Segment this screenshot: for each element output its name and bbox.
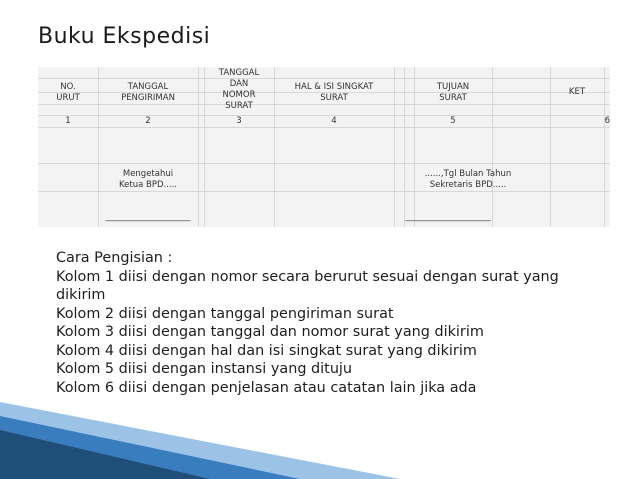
header-tujuan-line1: TUJUAN [436, 82, 470, 92]
page-title: Buku Ekspedisi [38, 24, 211, 49]
header-ket: KET [568, 87, 586, 97]
grid-line [198, 67, 199, 227]
mengetahui-label: Mengetahui [122, 169, 174, 179]
cara-line: dikirim [56, 287, 106, 303]
header-no-line2: URUT [56, 93, 80, 103]
ekspedisi-table [38, 67, 610, 227]
cara-heading: Cara Pengisian : [56, 250, 173, 266]
signature-line-left: ____________________ [105, 212, 191, 222]
corner-decoration [0, 380, 638, 479]
header-hal-line2: SURAT [320, 93, 348, 103]
header-tanggal-pengiriman-line1: TANGGAL [127, 82, 169, 92]
grid-line [404, 67, 405, 227]
header-tujuan [414, 82, 492, 104]
cara-line: Kolom 3 diisi dengan tanggal dan nomor surat yang dikirim [56, 324, 484, 340]
header-no-line1: NO. [60, 82, 76, 92]
grid-line [492, 67, 493, 227]
cara-line: Kolom 4 diisi dengan hal dan isi singkat surat yang dikirim [56, 342, 477, 359]
col-number-4: 4 [331, 116, 337, 126]
header-hal [274, 82, 394, 104]
header-hal-line1: HAL & ISI SINGKAT [294, 82, 374, 92]
grid-line [38, 78, 610, 79]
header-tanggal-nomor [204, 68, 274, 112]
header-tujuan-line2: SURAT [439, 93, 467, 103]
header-tanggal-nomor-line1: TANGGAL [218, 68, 260, 78]
header-no [38, 82, 98, 104]
grid-line [38, 191, 610, 192]
cara-pengisian [56, 249, 616, 397]
col-number-6: 6 [604, 116, 610, 126]
col-number-3: 3 [236, 116, 242, 126]
grid-line [38, 163, 610, 164]
col-number-1: 1 [65, 116, 71, 126]
cara-line: Kolom 1 diisi dengan nomor secara berurut sesuai dengan surat yang [56, 268, 559, 285]
signature-line-right: ____________________ [405, 212, 491, 222]
header-tanggal-nomor-line4: SURAT [225, 101, 253, 111]
col-number-5: 5 [450, 116, 456, 126]
col-number-2: 2 [145, 116, 151, 126]
header-tanggal-nomor-line2: DAN [229, 79, 249, 89]
grid-line [38, 104, 610, 105]
header-tanggal-pengiriman-line2: PENGIRIMAN [121, 93, 175, 103]
grid-line [394, 67, 395, 227]
tanggal-label: ......,Tgl Bulan Tahun [424, 169, 512, 179]
sekretaris-label: Sekretaris BPD..... [429, 180, 507, 190]
cara-line: Kolom 5 diisi dengan instansi yang dituju [56, 361, 353, 377]
cara-line: Kolom 6 diisi dengan penjelasan atau catatan lain jika ada [56, 379, 477, 396]
ketua-label: Ketua BPD..... [118, 180, 178, 190]
grid-line [604, 67, 605, 227]
cara-line: Kolom 2 diisi dengan tanggal pengiriman surat [56, 305, 394, 322]
grid-line [38, 127, 610, 128]
header-tanggal-nomor-line3: NOMOR [222, 90, 256, 100]
header-tanggal-pengiriman [98, 82, 198, 104]
